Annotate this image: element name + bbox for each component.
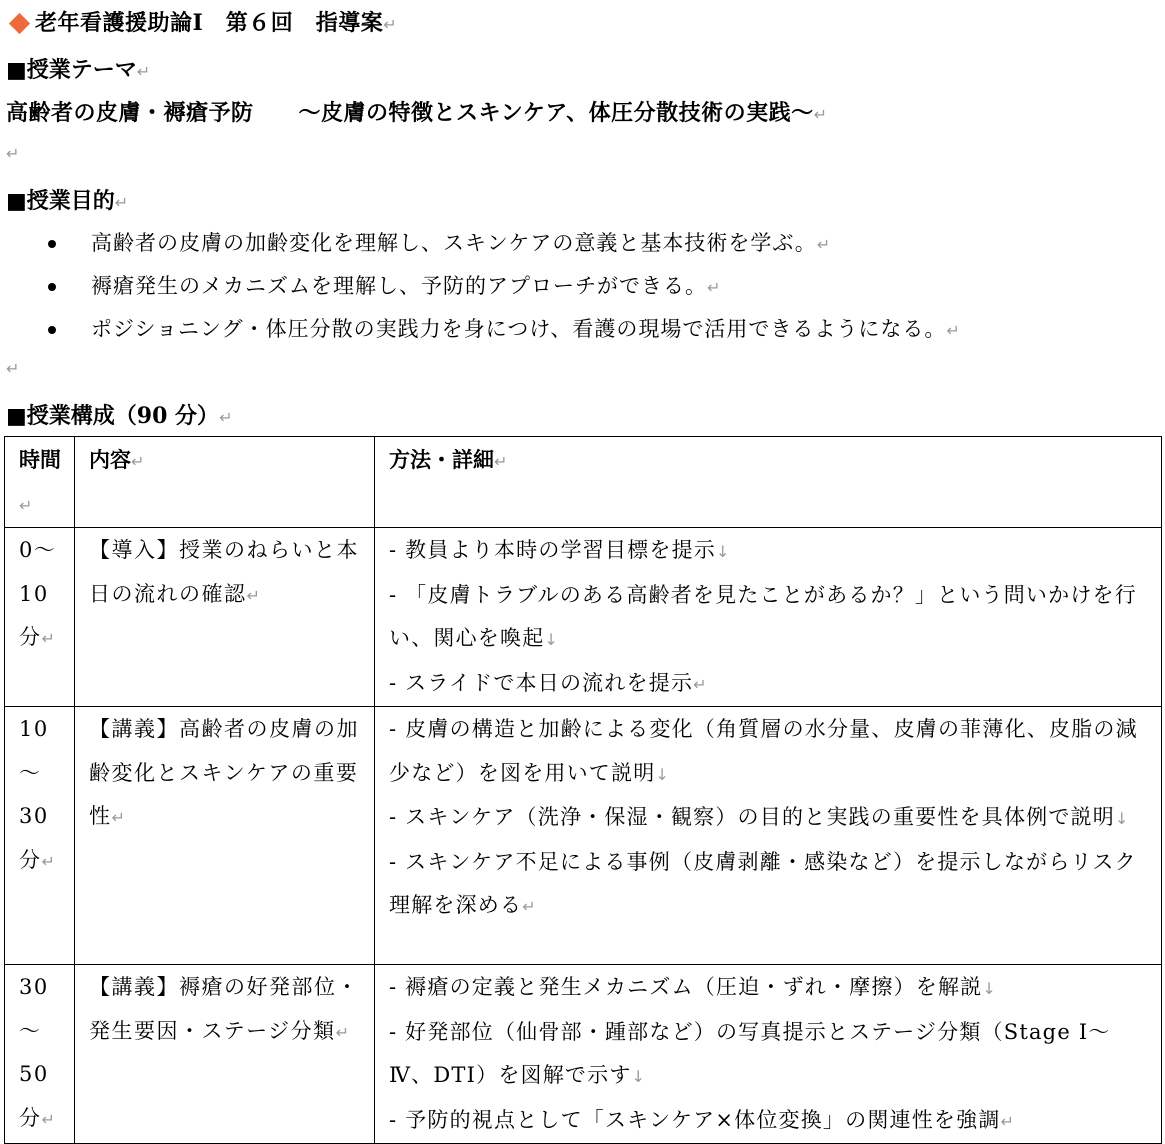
details-cell: - 皮膚の構造と加齢による変化（角質層の水分量、皮膚の菲薄化、皮脂の減少など）を図を用いて説明↓ - スキンケア（洗浄・保湿・観察）の目的と実践の重要性を具体例で説明↓ - スキンケア不足による事例（皮膚剥離・感染など）を提示しながらリスク理解を深める↵ <box>375 707 1162 965</box>
paragraph-mark: ↵ <box>946 321 961 340</box>
bullet-dot-icon <box>48 283 56 291</box>
details-cell: - 教員より本時の学習目標を提示↓ - 「皮膚トラブルのある高齢者を見たことがあるか？」という問いかけを行い、関心を喚起↓ - スライドで本日の流れを提示↵ <box>375 528 1162 707</box>
goal-item <box>0 222 961 265</box>
paragraph-mark: ↵ <box>816 235 832 254</box>
header-details: 方法・詳細↵ <box>375 437 1162 528</box>
goal-text: ポジショニング・体圧分散の実践力を身につけ、看護の現場で活用できるようになる。 <box>91 317 947 341</box>
details-cell: - 褥瘡の定義と発生メカニズム（圧迫・ずれ・摩擦）を解説↓ - 好発部位（仙骨部・踵部など）の写真提示とステージ分類（Stage Ⅰ～Ⅳ、DTI）を図解で示す↓ - 予防的視点として「スキンケア×体位変換」の関連性を強調↵ <box>375 965 1162 1144</box>
time-cell: 30 ～50 分↵ <box>5 965 75 1144</box>
goal-item <box>0 265 961 308</box>
bullet-dot-icon <box>48 240 56 248</box>
theme-heading <box>6 53 150 84</box>
goal-list <box>0 222 961 351</box>
diamond-bullet-icon <box>9 12 30 33</box>
content-cell: 【講義】褥瘡の好発部位・発生要因・ステージ分類↵ <box>75 965 375 1144</box>
content-cell: 【講義】高齢者の皮膚の加齢変化とスキンケアの重要性↵ <box>75 707 375 965</box>
goal-heading <box>6 184 128 215</box>
goal-text: 高齢者の皮膚の加齢変化を理解し、スキンケアの意義と基本技術を学ぶ。 <box>91 231 817 255</box>
empty-paragraph <box>6 143 19 164</box>
paragraph-mark: ↵ <box>813 105 828 124</box>
theme-heading-text: ■授業テーマ <box>6 57 137 83</box>
header-time: 時間↵ <box>5 437 75 528</box>
paragraph-mark: ↵ <box>114 193 129 212</box>
paragraph-mark: ↵ <box>6 144 20 163</box>
table-header-row <box>5 437 1162 528</box>
document-title <box>6 6 397 37</box>
table-row <box>5 528 1162 707</box>
lesson-plan-table <box>4 436 1162 1144</box>
theme-text <box>6 96 828 127</box>
table-row <box>5 707 1162 965</box>
paragraph-mark: ↵ <box>707 278 722 297</box>
content-cell: 【導入】授業のねらいと本日の流れの確認↵ <box>75 528 375 707</box>
paragraph-mark: ↵ <box>219 408 233 427</box>
bullet-dot-icon <box>48 326 56 334</box>
paragraph-mark: ↵ <box>136 62 151 81</box>
empty-paragraph <box>6 358 19 379</box>
structure-heading <box>6 399 232 430</box>
time-cell: 0～10分↵ <box>5 528 75 707</box>
goal-heading-text: ■授業目的 <box>6 188 115 214</box>
theme-text-content: 高齢者の皮膚・褥瘡予防 ～皮膚の特徴とスキンケア、体圧分散技術の実践～ <box>6 100 814 126</box>
goal-text: 褥瘡発生のメカニズムを理解し、予防的アプローチができる。 <box>91 274 707 298</box>
paragraph-mark: ↵ <box>6 359 20 378</box>
structure-heading-text: ■授業構成（90 分） <box>6 403 220 429</box>
header-content: 内容↵ <box>75 437 375 528</box>
table-row <box>5 965 1162 1144</box>
goal-item <box>0 308 961 351</box>
time-cell: 10 ～30 分↵ <box>5 707 75 965</box>
title-text: 老年看護援助論Ⅰ 第６回 指導案 <box>35 10 384 36</box>
paragraph-mark: ↵ <box>383 15 398 34</box>
